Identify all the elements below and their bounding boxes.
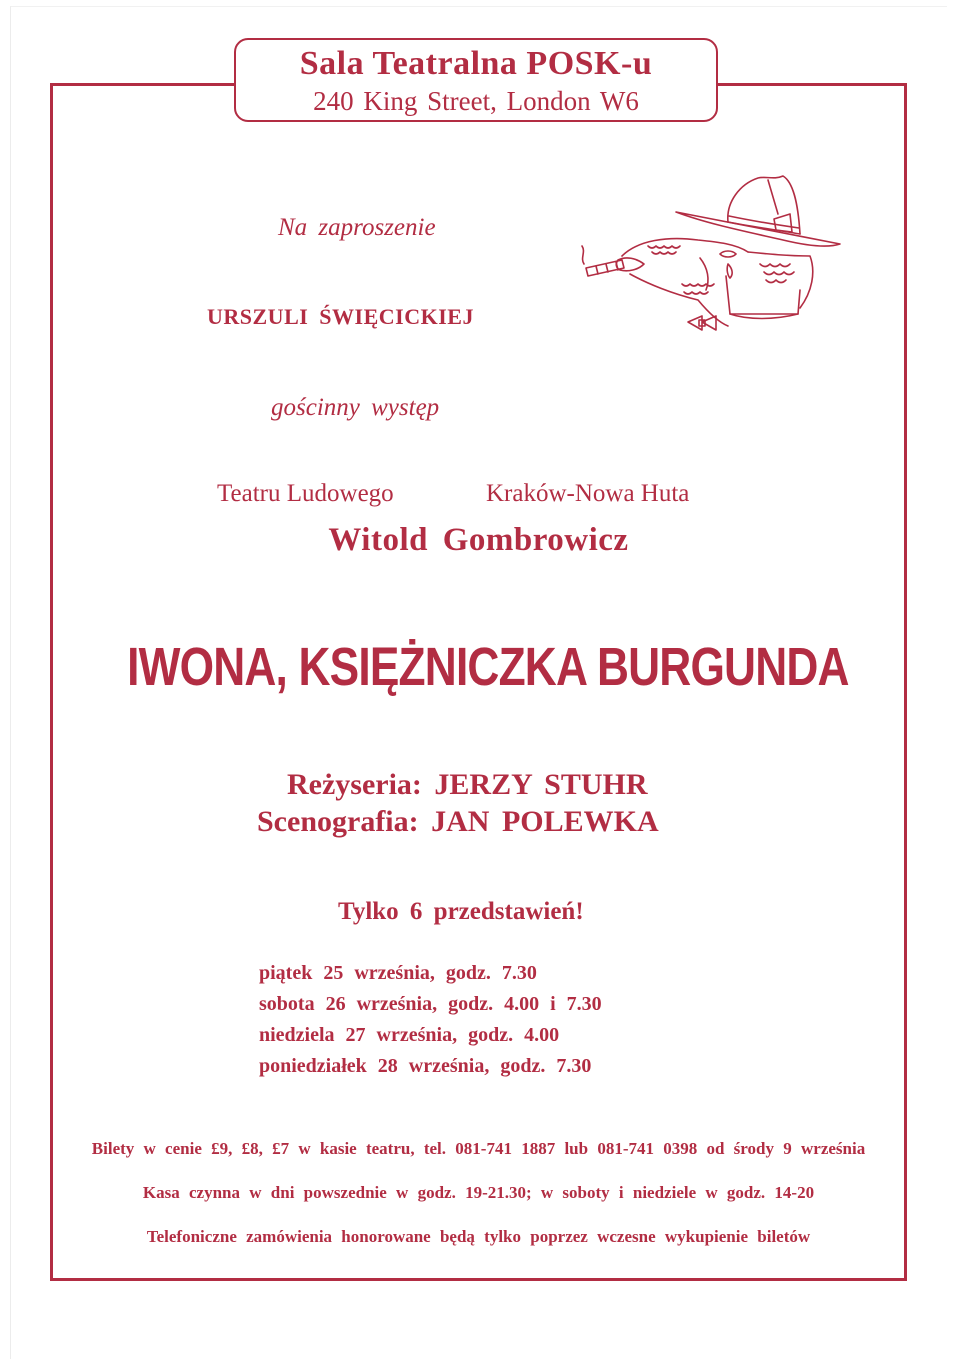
theatre-city: Kraków-Nowa Huta: [486, 480, 690, 507]
show-date: niedziela 27 września, godz. 4.00: [259, 1024, 560, 1046]
ticket-price-info: Bilety w cenie £9, £8, £7 w kasie teatru, tel. 081-741 1887 lub 081-741 0398 od środy 9 września: [91, 1139, 866, 1158]
set-designer-credit: Scenografia: JAN POLEWKA: [257, 805, 659, 838]
theatre-name: Teatru Ludowego: [217, 480, 394, 507]
fish-gangster-icon: [578, 172, 844, 340]
invite-line: Na zaproszenie: [278, 214, 436, 241]
author-name: Witold Gombrowicz: [328, 522, 629, 558]
venue-name: Sala Teatralna POSK-u: [299, 45, 653, 82]
play-title: IWONA, KSIĘŻNICZKA BURGUNDA: [127, 637, 849, 697]
guest-performance-line: gościnny występ: [271, 394, 440, 421]
show-date: sobota 26 września, godz. 4.00 i 7.30: [259, 993, 602, 1015]
director-credit: Reżyseria: JERZY STUHR: [287, 768, 648, 801]
venue-address: 240 King Street, London W6: [313, 86, 639, 116]
show-date: poniedziałek 28 września, godz. 7.30: [259, 1055, 592, 1077]
phone-booking-note: Telefoniczne zamówienia honorowane będą tylko poprzez wczesne wykupienie biletów: [146, 1227, 811, 1246]
box-office-hours: Kasa czynna w dni powszednie w godz. 19-21.30; w soboty i niedziele w godz. 14-20: [142, 1183, 815, 1202]
host-name: URSZULI ŚWIĘCICKIEJ: [207, 304, 474, 329]
venue-box: [234, 38, 718, 122]
performances-headline: Tylko 6 przedstawień!: [338, 898, 584, 925]
show-date: piątek 25 września, godz. 7.30: [259, 962, 537, 984]
